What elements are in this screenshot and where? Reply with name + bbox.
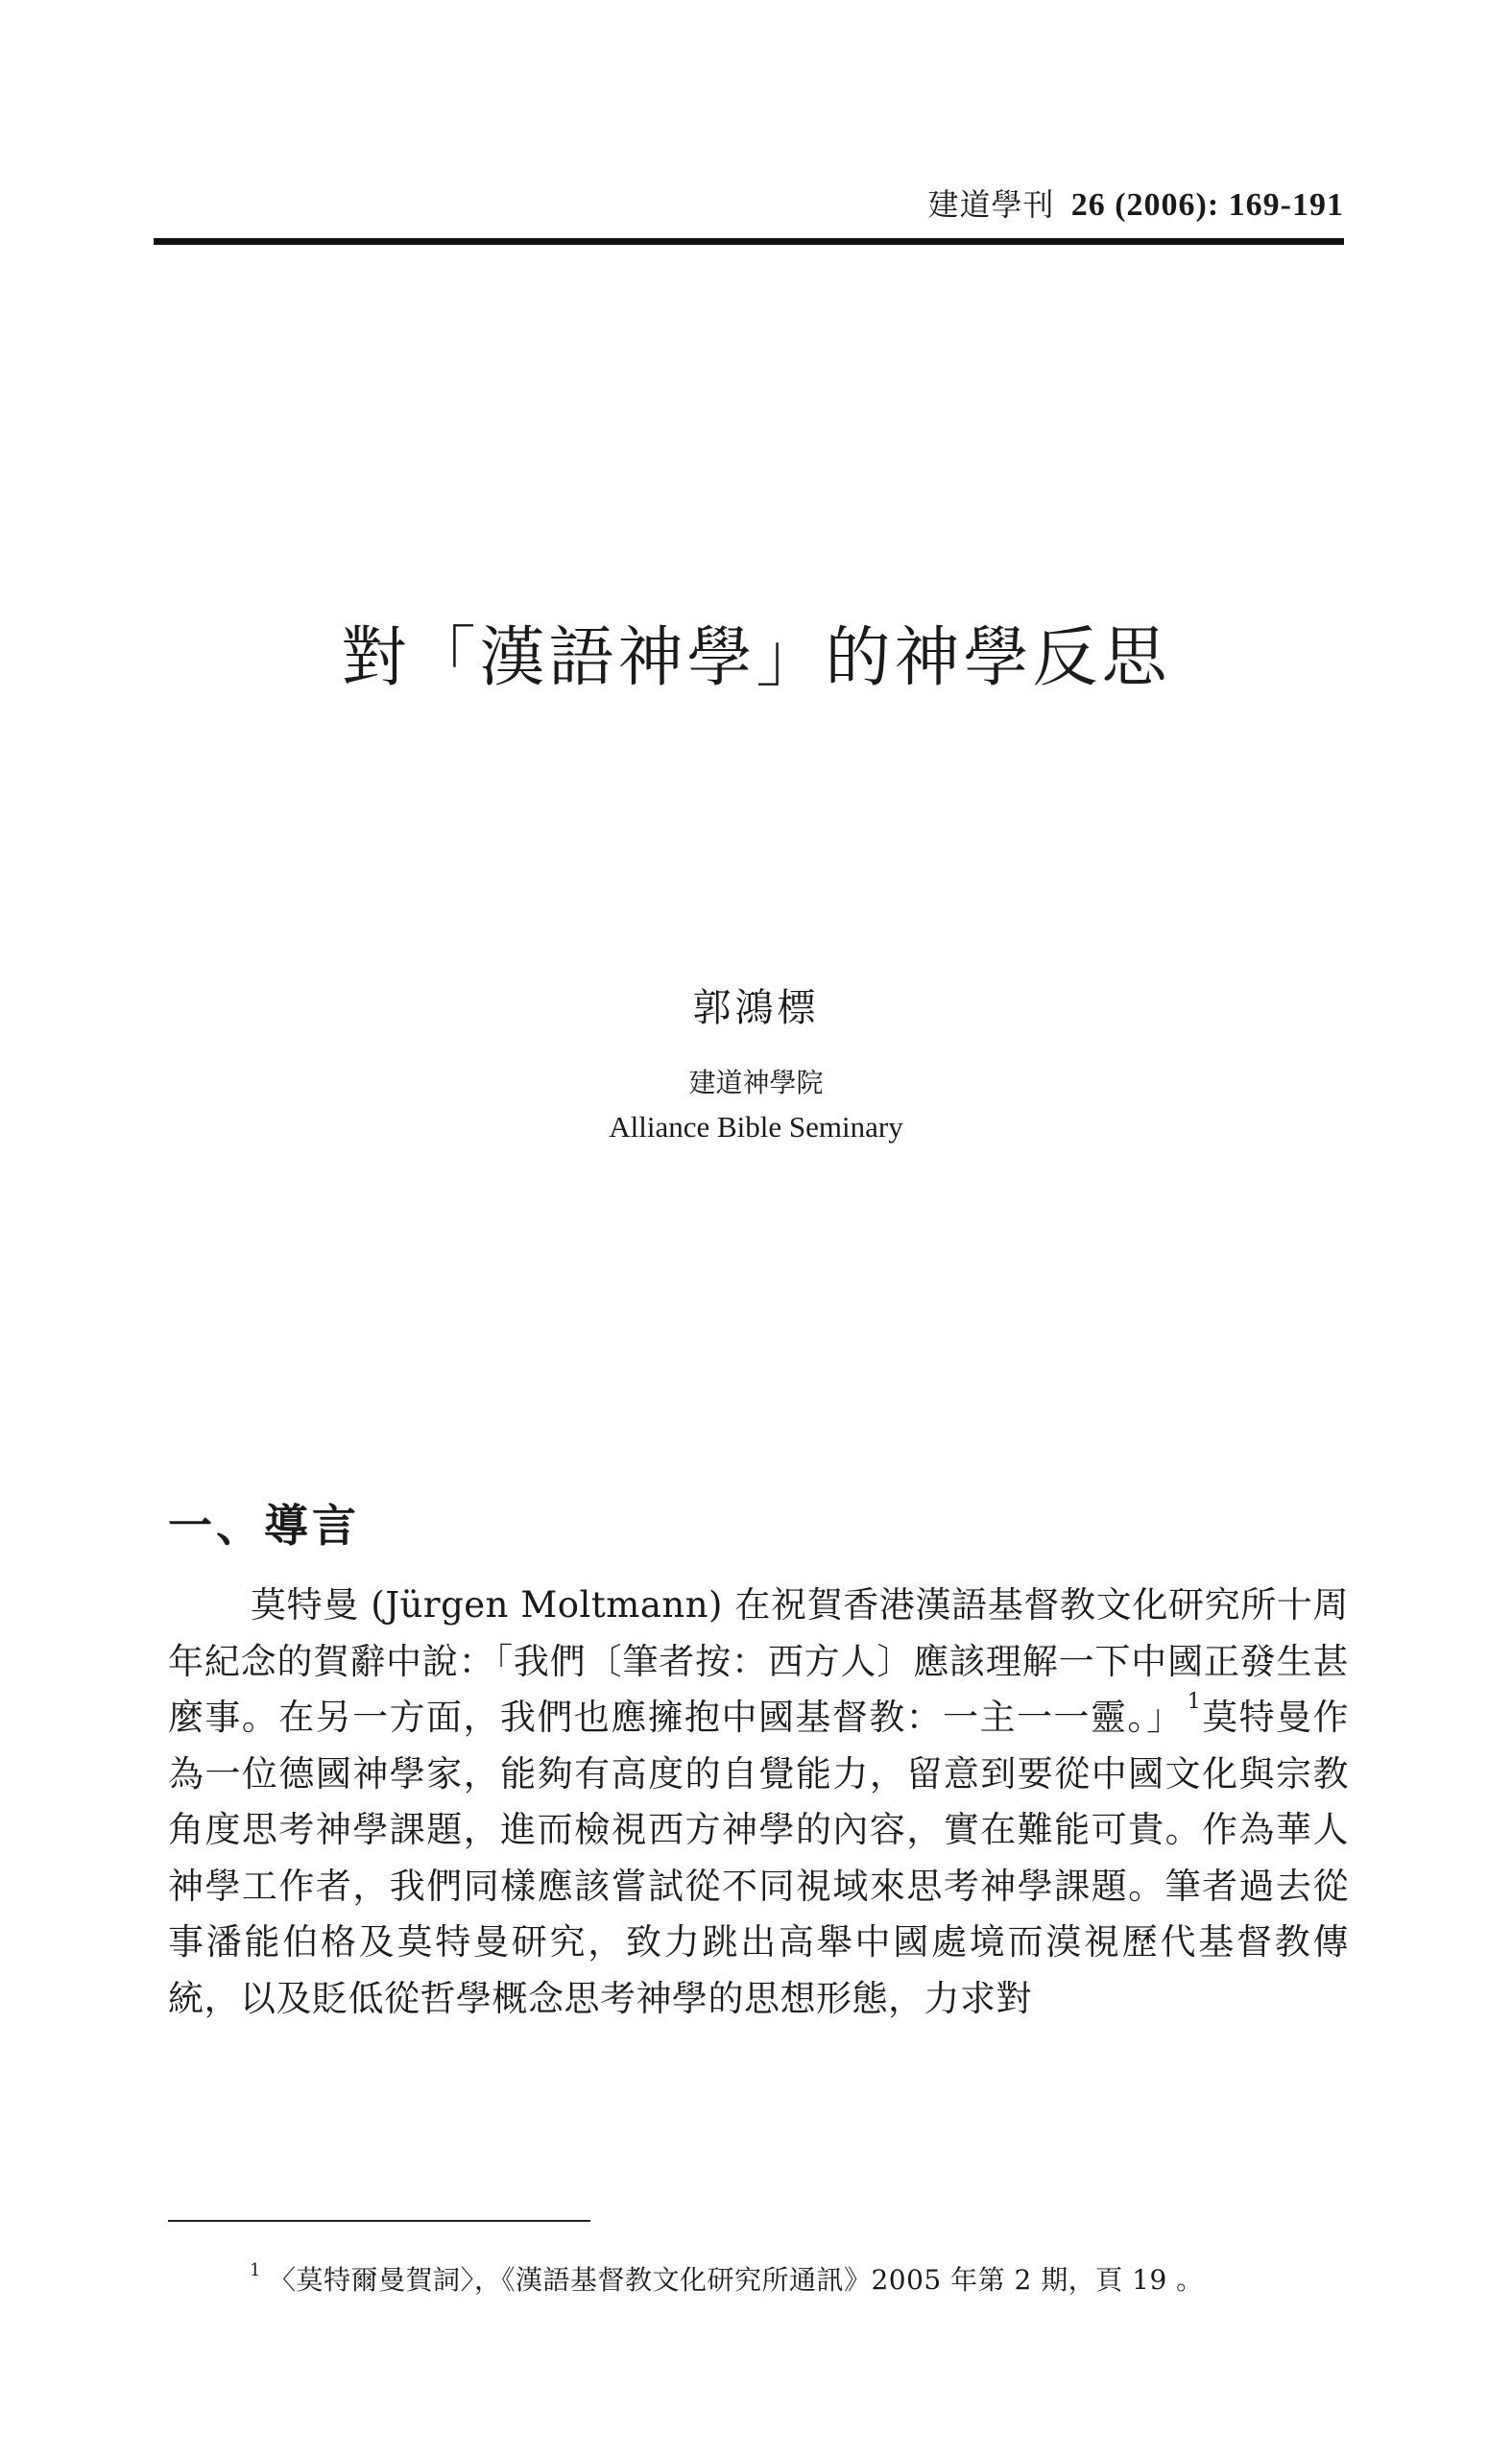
footnote-text: 〈莫特爾曼賀詞〉，《漢語基督教文化研究所通訊》2005 年第 2 期，頁 19 。 xyxy=(268,2264,1204,2296)
body-paragraph xyxy=(168,1578,1349,2027)
running-header xyxy=(928,181,1344,225)
journal-name: 建道學刊 xyxy=(927,186,1055,223)
footnote-rule xyxy=(168,2220,590,2222)
author-name: 郭鴻標 xyxy=(692,986,820,1030)
footnote-number: 1 xyxy=(250,2260,261,2280)
section-heading: 一、導言 xyxy=(168,1500,360,1553)
journal-citation: 26 (2006): 169-191 xyxy=(1070,187,1344,223)
footnote xyxy=(250,2259,1204,2298)
header-rule xyxy=(154,238,1344,245)
body-text-part2: 莫特曼作為一位德國神學家，能夠有高度的自覺能力，留意到要從中國文化與宗教角度思考神學課題，進而檢視西方神學的內容，實在難能可貴。作為華人神學工作者，我們同樣應該嘗試從不同視域來思考神學課題。筆者過去從事潘能伯格及莫特曼研究，致力跳出高舉中國處境而漠視歷代基督教傳統，以及貶低從哲學概念思考神學的思想形態，力求對 xyxy=(168,1697,1349,2019)
affiliation-en: Alliance Bible Seminary xyxy=(609,1110,903,1144)
footnote-reference[interactable]: 1 xyxy=(1187,1690,1202,1714)
body-text-part1: 莫特曼 (Jürgen Moltmann) 在祝賀香港漢語基督教文化研究所十周年紀念的賀辭中說：「我們〔筆者按：西方人〕應該理解一下中國正發生甚麼事。在另一方面，我們也應擁抱中國基督教：一主一一靈。」 xyxy=(168,1584,1349,1738)
affiliation-zh: 建道神學院 xyxy=(688,1067,824,1098)
affiliation xyxy=(0,1061,1512,1149)
article-title: 對「漢語神學」的神學反思 xyxy=(341,619,1171,696)
